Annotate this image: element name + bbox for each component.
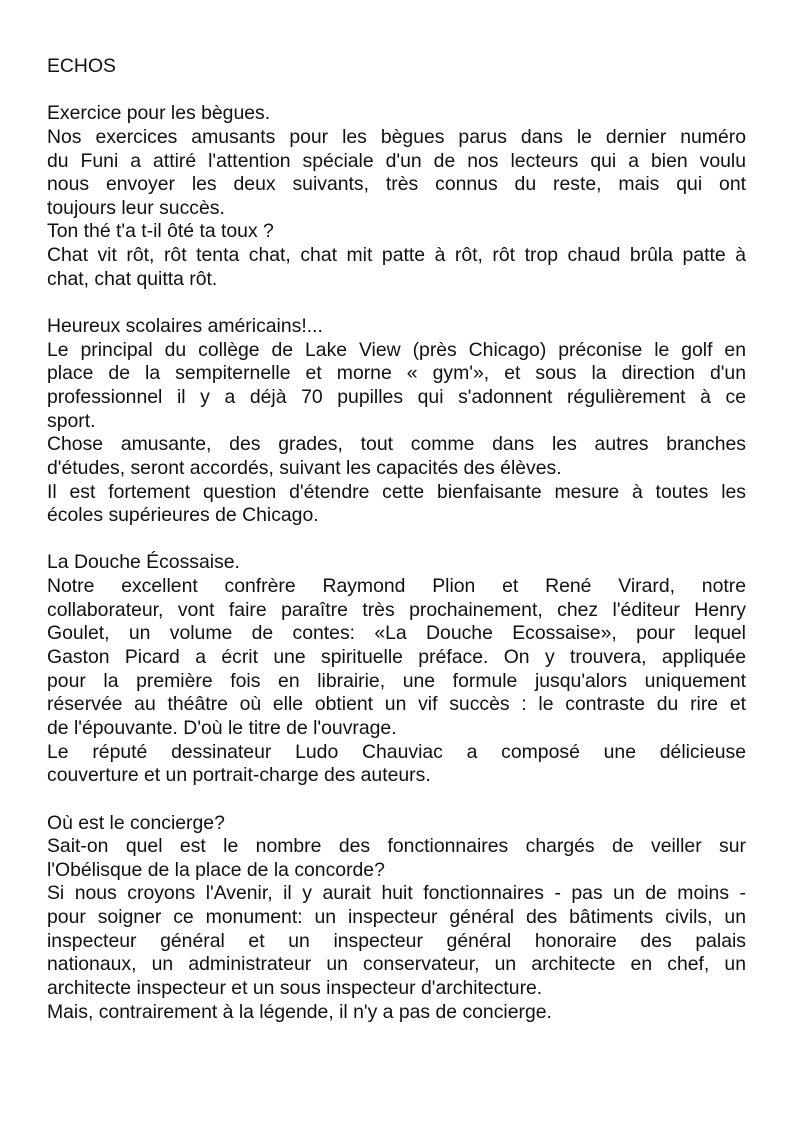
- text-line: Chat vit rôt, rôt tenta chat, chat mit patte à rôt, rôt trop chaud brûla patte à: [47, 244, 746, 267]
- text-line: professionnel il y a déjà 70 pupilles qui s'adonnent régulièrement à ce: [47, 385, 746, 408]
- paragraph: [47, 220, 746, 244]
- spacer: [47, 79, 746, 103]
- text-line: l'Obélisque de la place de la concorde?: [47, 858, 385, 881]
- text-line: Le réputé dessinateur Ludo Chauviac a composé une délicieuse: [47, 740, 746, 763]
- text-line: Chose amusante, des grades, tout comme dans les autres branches: [47, 433, 746, 456]
- paragraph: [47, 126, 746, 221]
- text-line: pour la première fois en librairie, une formule jusqu'alors uniquement: [47, 669, 746, 692]
- text-line: nous envoyer les deux suivants, très connus du reste, mais qui ont: [47, 173, 746, 196]
- text-line: sport.: [47, 409, 96, 432]
- section-ou-est-le-concierge: [47, 812, 746, 1025]
- text-line: Sait-on quel est le nombre des fonctionnaires chargés de veiller sur: [47, 835, 746, 858]
- text-line: Mais, contrairement à la légende, il n'y a pas de concierge.: [47, 1000, 552, 1023]
- paragraph: [47, 339, 746, 434]
- text-line: Goulet, un volume de contes: «La Douche Ecossaise», pour lequel: [47, 622, 746, 645]
- spacer: [47, 291, 746, 315]
- paragraph: [47, 481, 746, 528]
- document-title: ECHOS: [47, 55, 116, 77]
- section-exercice-begues: [47, 102, 746, 291]
- text-line: inspecteur général et un inspecteur général honoraire des palais: [47, 929, 746, 952]
- text-line: Si nous croyons l'Avenir, il y aurait huit fonctionnaires - pas un de moins -: [47, 882, 746, 905]
- paragraph: [47, 1001, 746, 1025]
- text-line: toujours leur succès.: [47, 196, 225, 219]
- paragraph: [47, 575, 746, 740]
- text-line: pour soigner ce monument: un inspecteur général des bâtiments civils, un: [47, 906, 746, 929]
- document-page: [47, 55, 746, 1024]
- text-line: collaborateur, vont faire paraître très prochainement, chez l'éditeur Henry: [47, 598, 746, 621]
- text-line: écoles supérieures de Chicago.: [47, 504, 319, 527]
- text-line: nationaux, un administrateur un conservateur, un architecte en chef, un: [47, 953, 746, 976]
- spacer: [47, 788, 746, 812]
- text-line: du Funi a attiré l'attention spéciale d'un de nos lecteurs qui a bien voulu: [47, 149, 746, 172]
- text-line: place de la sempiternelle et morne « gym'», et sous la direction d'un: [47, 362, 746, 385]
- paragraph: [47, 244, 746, 291]
- spacer: [47, 528, 746, 552]
- text-line: réservée au théâtre où elle obtient un vif succès : le contraste du rire et: [47, 693, 746, 716]
- section-heading: La Douche Écossaise.: [47, 551, 240, 574]
- section-heureux-scolaires: [47, 315, 746, 528]
- text-line: d'études, seront accordés, suivant les capacités des élèves.: [47, 456, 562, 479]
- section-heading: Heureux scolaires américains!...: [47, 315, 323, 338]
- section-heading: Exercice pour les bègues.: [47, 102, 271, 125]
- text-line: Il est fortement question d'étendre cette bienfaisante mesure à toutes les: [47, 480, 746, 503]
- section-douche-ecossaise: [47, 551, 746, 787]
- text-line: architecte inspecteur et un sous inspecteur d'architecture.: [47, 976, 543, 999]
- paragraph: [47, 741, 746, 788]
- paragraph: [47, 835, 746, 882]
- text-line: Gaston Picard a écrit une spirituelle préface. On y trouvera, appliquée: [47, 646, 746, 669]
- paragraph: [47, 882, 746, 1000]
- text-line: Ton thé t'a t-il ôté ta toux ?: [47, 220, 274, 243]
- text-line: chat, chat quitta rôt.: [47, 267, 218, 290]
- text-line: de l'épouvante. D'où le titre de l'ouvrage.: [47, 716, 397, 739]
- text-line: Notre excellent confrère Raymond Plion et René Virard, notre: [47, 575, 746, 598]
- paragraph: [47, 433, 746, 480]
- text-line: couverture et un portrait-charge des auteurs.: [47, 764, 431, 787]
- section-heading: Où est le concierge?: [47, 811, 225, 834]
- text-line: Le principal du collège de Lake View (près Chicago) préconise le golf en: [47, 338, 746, 361]
- text-line: Nos exercices amusants pour les bègues parus dans le dernier numéro: [47, 125, 746, 148]
